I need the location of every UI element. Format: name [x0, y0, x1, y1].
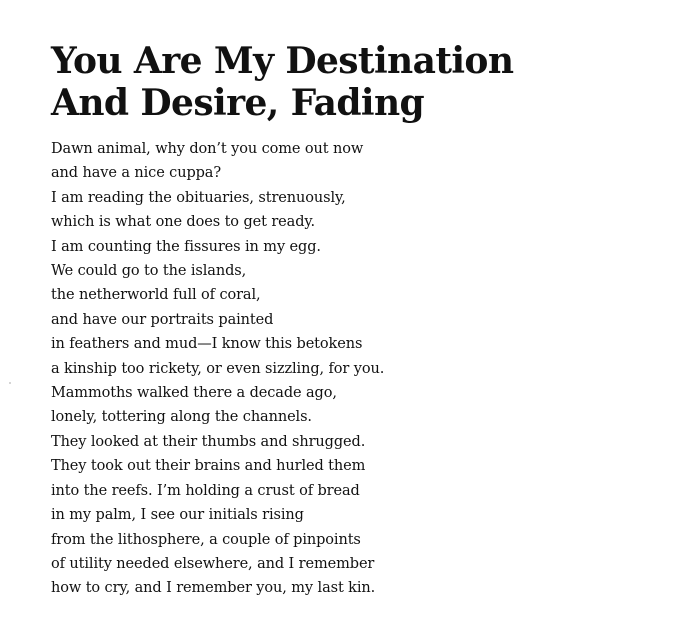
- poem-line: We could go to the islands,: [51, 263, 247, 280]
- poem-title-line: You Are My Destination: [51, 40, 514, 82]
- poem-line: which is what one does to get ready.: [51, 214, 316, 231]
- poem-line: in feathers and mud—I know this betokens: [51, 336, 363, 353]
- poem-line: They took out their brains and hurled them: [51, 458, 366, 475]
- poem-line: into the reefs. I’m holding a crust of bread: [51, 482, 360, 499]
- poem-line: of utility needed elsewhere, and I remember: [51, 555, 375, 572]
- poem-line: in my palm, I see our initials rising: [51, 507, 304, 524]
- poem-line: and have our portraits painted: [51, 311, 274, 328]
- poem-line: I am reading the obituaries, strenuously,: [51, 189, 346, 206]
- poem-line: Mammoths walked there a decade ago,: [51, 385, 337, 402]
- poem-line: Dawn animal, why don’t you come out now: [51, 141, 364, 157]
- poem-line: and have a nice cuppa?: [51, 165, 222, 182]
- poem-line: how to cry, and I remember you, my last kin.: [51, 580, 376, 597]
- poem-line: lonely, tottering along the channels.: [51, 409, 312, 426]
- poem-line: a kinship too rickety, or even sizzling, for you.: [51, 360, 385, 377]
- poem-body: [51, 137, 384, 601]
- poem-line: They looked at their thumbs and shrugged.: [51, 433, 366, 450]
- scan-speck: [9, 382, 11, 384]
- poem-title: [51, 40, 513, 124]
- poem-line: the netherworld full of coral,: [51, 287, 261, 304]
- poem-line: I am counting the fissures in my egg.: [51, 238, 321, 255]
- poem-line: from the lithosphere, a couple of pinpoints: [51, 531, 361, 548]
- poem-title-line: And Desire, Fading: [51, 82, 425, 124]
